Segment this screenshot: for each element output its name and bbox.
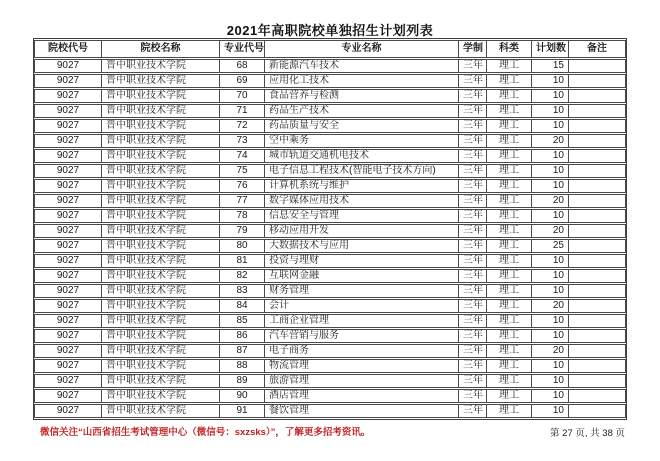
table-cell: 理工: [486, 224, 531, 238]
table-cell: 理工: [486, 299, 531, 313]
table-cell: 9027: [34, 89, 101, 103]
table-cell: 三年: [458, 74, 486, 88]
table-cell: 10: [531, 254, 568, 268]
table-cell: 理工: [486, 359, 531, 373]
table-row: [34, 179, 626, 193]
table-cell: 晋中职业技术学院: [101, 104, 219, 118]
table-cell: 理工: [486, 404, 531, 418]
table-cell: [568, 284, 626, 298]
table-cell: 9027: [34, 74, 101, 88]
table-cell: 20: [531, 224, 568, 238]
table-cell: 三年: [458, 344, 486, 358]
table-cell: [568, 254, 626, 268]
table-cell: 旅游管理: [264, 374, 458, 388]
table-row: [34, 59, 626, 73]
table-cell: [568, 59, 626, 73]
table-cell: 68: [219, 59, 264, 73]
table-cell: 89: [219, 374, 264, 388]
table-cell: 应用化工技术: [264, 74, 458, 88]
table-cell: 9027: [34, 209, 101, 223]
table-row: [34, 209, 626, 223]
table-cell: 理工: [486, 269, 531, 283]
table-cell: 9027: [34, 224, 101, 238]
table-header-row: [34, 40, 626, 58]
table-cell: 25: [531, 239, 568, 253]
table-cell: 三年: [458, 59, 486, 73]
table-cell: 理工: [486, 329, 531, 343]
table-cell: 87: [219, 344, 264, 358]
page-title: 2021年高职院校单独招生计划列表: [226, 23, 434, 38]
table-cell: 9027: [34, 164, 101, 178]
table-cell: 三年: [458, 404, 486, 418]
table-row: [34, 239, 626, 253]
table-cell: 三年: [458, 269, 486, 283]
table-cell: 三年: [458, 119, 486, 133]
table-cell: [568, 239, 626, 253]
table-cell: 9027: [34, 269, 101, 283]
table-cell: 9027: [34, 194, 101, 208]
table-cell: 理工: [486, 179, 531, 193]
table-cell: [568, 344, 626, 358]
table-cell: 82: [219, 269, 264, 283]
table-cell: 理工: [486, 374, 531, 388]
table-cell: 晋中职业技术学院: [101, 119, 219, 133]
table-cell: [568, 404, 626, 418]
table-cell: 晋中职业技术学院: [101, 209, 219, 223]
table-cell: 理工: [486, 314, 531, 328]
table-cell: 食品营养与检测: [264, 89, 458, 103]
table-cell: 大数据技术与应用: [264, 239, 458, 253]
table-cell: 10: [531, 269, 568, 283]
table-row: [34, 89, 626, 103]
table-cell: 10: [531, 209, 568, 223]
table-cell: 9027: [34, 239, 101, 253]
table-cell: 69: [219, 74, 264, 88]
table-cell: 9027: [34, 284, 101, 298]
table-cell: 新能源汽车技术: [264, 59, 458, 73]
table-row: [34, 254, 626, 268]
table-cell: 理工: [486, 104, 531, 118]
column-header-6: 计划数: [531, 40, 568, 58]
table-cell: 理工: [486, 239, 531, 253]
table-cell: 财务管理: [264, 284, 458, 298]
table-cell: [568, 389, 626, 403]
table-cell: 9027: [34, 149, 101, 163]
table-cell: 晋中职业技术学院: [101, 179, 219, 193]
table-cell: 晋中职业技术学院: [101, 374, 219, 388]
table-cell: 10: [531, 119, 568, 133]
table-cell: 70: [219, 89, 264, 103]
table-cell: 理工: [486, 149, 531, 163]
table-cell: 理工: [486, 59, 531, 73]
table-cell: 三年: [458, 374, 486, 388]
table-cell: 9027: [34, 134, 101, 148]
table-cell: 76: [219, 179, 264, 193]
table-cell: 理工: [486, 134, 531, 148]
table-cell: 三年: [458, 134, 486, 148]
table-row: [34, 359, 626, 373]
table-cell: 三年: [458, 149, 486, 163]
table-cell: 理工: [486, 164, 531, 178]
table-row: [34, 164, 626, 178]
table-cell: 三年: [458, 164, 486, 178]
table-cell: 三年: [458, 299, 486, 313]
table-cell: 20: [531, 299, 568, 313]
table-cell: 理工: [486, 209, 531, 223]
table-cell: [568, 104, 626, 118]
table-row: [34, 134, 626, 148]
table-cell: [568, 134, 626, 148]
footer-notice: 微信关注“山西省招生考试管理中心（微信号：sxzsks）”，了解更多招考资讯。: [40, 427, 371, 438]
column-header-2: 专业代号: [219, 40, 264, 58]
table-cell: 理工: [486, 344, 531, 358]
table-cell: [568, 149, 626, 163]
table-cell: 空中乘务: [264, 134, 458, 148]
table-row: [34, 329, 626, 343]
table-cell: 85: [219, 314, 264, 328]
table-cell: 电子信息工程技术(智能电子技术方向): [264, 164, 458, 178]
table-row: [34, 389, 626, 403]
table-cell: 晋中职业技术学院: [101, 134, 219, 148]
table-cell: 77: [219, 194, 264, 208]
table-cell: 90: [219, 389, 264, 403]
table-cell: 15: [531, 59, 568, 73]
table-row: [34, 224, 626, 238]
table-cell: 三年: [458, 389, 486, 403]
table-cell: [568, 164, 626, 178]
table-cell: 晋中职业技术学院: [101, 344, 219, 358]
table-cell: 三年: [458, 329, 486, 343]
table-cell: 84: [219, 299, 264, 313]
table-cell: [568, 194, 626, 208]
table-cell: 10: [531, 314, 568, 328]
table-cell: 计算机系统与维护: [264, 179, 458, 193]
table-cell: 三年: [458, 284, 486, 298]
table-cell: 9027: [34, 59, 101, 73]
table-cell: 投资与理财: [264, 254, 458, 268]
table-cell: 10: [531, 89, 568, 103]
table-cell: 晋中职业技术学院: [101, 224, 219, 238]
table-cell: 理工: [486, 89, 531, 103]
table-cell: 9027: [34, 179, 101, 193]
table-row: [34, 104, 626, 118]
table-cell: 晋中职业技术学院: [101, 314, 219, 328]
table-row: [34, 344, 626, 358]
table-cell: 会计: [264, 299, 458, 313]
table-cell: 晋中职业技术学院: [101, 269, 219, 283]
table-cell: 晋中职业技术学院: [101, 89, 219, 103]
table-cell: 信息安全与管理: [264, 209, 458, 223]
table-row: [34, 284, 626, 298]
table-cell: 10: [531, 164, 568, 178]
table-cell: 三年: [458, 194, 486, 208]
table-cell: 晋中职业技术学院: [101, 194, 219, 208]
table-cell: 三年: [458, 104, 486, 118]
table-cell: 10: [531, 284, 568, 298]
table-cell: 9027: [34, 314, 101, 328]
table-row: [34, 299, 626, 313]
table-cell: [568, 329, 626, 343]
table-cell: 10: [531, 404, 568, 418]
table-cell: 81: [219, 254, 264, 268]
column-header-4: 学制: [458, 40, 486, 58]
table-cell: 79: [219, 224, 264, 238]
table-cell: 20: [531, 344, 568, 358]
table-cell: 9027: [34, 389, 101, 403]
table-cell: 三年: [458, 209, 486, 223]
table-cell: 78: [219, 209, 264, 223]
table-cell: 晋中职业技术学院: [101, 389, 219, 403]
table-cell: 88: [219, 359, 264, 373]
table-row: [34, 374, 626, 388]
table-cell: 71: [219, 104, 264, 118]
table-cell: 10: [531, 374, 568, 388]
table-cell: 理工: [486, 74, 531, 88]
table-cell: [568, 359, 626, 373]
table-cell: 晋中职业技术学院: [101, 254, 219, 268]
table-row: [34, 149, 626, 163]
table-cell: [568, 209, 626, 223]
table-cell: [568, 224, 626, 238]
table-cell: 10: [531, 179, 568, 193]
table-cell: 晋中职业技术学院: [101, 149, 219, 163]
table-cell: 城市轨道交通机电技术: [264, 149, 458, 163]
table-cell: 晋中职业技术学院: [101, 164, 219, 178]
table-cell: [568, 374, 626, 388]
table-cell: 酒店管理: [264, 389, 458, 403]
table-cell: 数字媒体应用技术: [264, 194, 458, 208]
table-cell: 86: [219, 329, 264, 343]
table-cell: 理工: [486, 284, 531, 298]
table-cell: 理工: [486, 254, 531, 268]
table-cell: 75: [219, 164, 264, 178]
table-row: [34, 194, 626, 208]
table-cell: 理工: [486, 119, 531, 133]
table-cell: 晋中职业技术学院: [101, 359, 219, 373]
table-cell: 80: [219, 239, 264, 253]
table-cell: 晋中职业技术学院: [101, 284, 219, 298]
table-cell: [568, 179, 626, 193]
table-cell: 9027: [34, 344, 101, 358]
table-cell: 10: [531, 74, 568, 88]
table-cell: 餐饮管理: [264, 404, 458, 418]
table-cell: 10: [531, 359, 568, 373]
table-cell: 晋中职业技术学院: [101, 239, 219, 253]
table-cell: [568, 314, 626, 328]
table-cell: 药品生产技术: [264, 104, 458, 118]
table-cell: 20: [531, 194, 568, 208]
table-cell: 9027: [34, 254, 101, 268]
table-cell: 74: [219, 149, 264, 163]
table-cell: 药品质量与安全: [264, 119, 458, 133]
table-cell: 91: [219, 404, 264, 418]
table-cell: 10: [531, 104, 568, 118]
table-cell: 理工: [486, 194, 531, 208]
table-cell: 10: [531, 329, 568, 343]
table-cell: [568, 74, 626, 88]
table-cell: 83: [219, 284, 264, 298]
table-cell: 晋中职业技术学院: [101, 299, 219, 313]
table-cell: 10: [531, 389, 568, 403]
table-cell: 73: [219, 134, 264, 148]
table-cell: [568, 119, 626, 133]
table-cell: 9027: [34, 119, 101, 133]
footer-page-indicator: 第 27 页, 共 38 页: [550, 428, 625, 439]
table-row: [34, 314, 626, 328]
column-header-1: 院校名称: [101, 40, 219, 58]
table-row: [34, 119, 626, 133]
column-header-7: 备注: [568, 40, 626, 58]
table-cell: 移动应用开发: [264, 224, 458, 238]
table-cell: 9027: [34, 374, 101, 388]
table-row: [34, 404, 626, 418]
table-cell: 三年: [458, 179, 486, 193]
table-cell: [568, 269, 626, 283]
table-cell: 10: [531, 149, 568, 163]
table-cell: 20: [531, 134, 568, 148]
table-cell: 三年: [458, 314, 486, 328]
table-cell: [568, 89, 626, 103]
table-cell: 三年: [458, 359, 486, 373]
table-cell: 9027: [34, 404, 101, 418]
table-cell: 晋中职业技术学院: [101, 404, 219, 418]
table-cell: 晋中职业技术学院: [101, 59, 219, 73]
table-cell: 三年: [458, 89, 486, 103]
table-cell: 晋中职业技术学院: [101, 74, 219, 88]
table-cell: 互联网金融: [264, 269, 458, 283]
table-cell: 三年: [458, 254, 486, 268]
table-cell: 晋中职业技术学院: [101, 329, 219, 343]
table-cell: 物流管理: [264, 359, 458, 373]
column-header-5: 科类: [486, 40, 531, 58]
table-cell: 汽车营销与服务: [264, 329, 458, 343]
table-cell: 72: [219, 119, 264, 133]
column-header-3: 专业名称: [264, 40, 458, 58]
table-row: [34, 74, 626, 88]
table-cell: 三年: [458, 239, 486, 253]
table-cell: 电子商务: [264, 344, 458, 358]
table-cell: 三年: [458, 224, 486, 238]
enrollment-plan-table: [33, 38, 627, 420]
table-cell: 工商企业管理: [264, 314, 458, 328]
table-cell: 9027: [34, 359, 101, 373]
table-cell: 理工: [486, 389, 531, 403]
table-cell: 9027: [34, 104, 101, 118]
table-cell: 9027: [34, 329, 101, 343]
table-body: [34, 59, 626, 418]
table-cell: 9027: [34, 299, 101, 313]
table-row: [34, 269, 626, 283]
column-header-0: 院校代号: [34, 40, 101, 58]
table-cell: [568, 299, 626, 313]
